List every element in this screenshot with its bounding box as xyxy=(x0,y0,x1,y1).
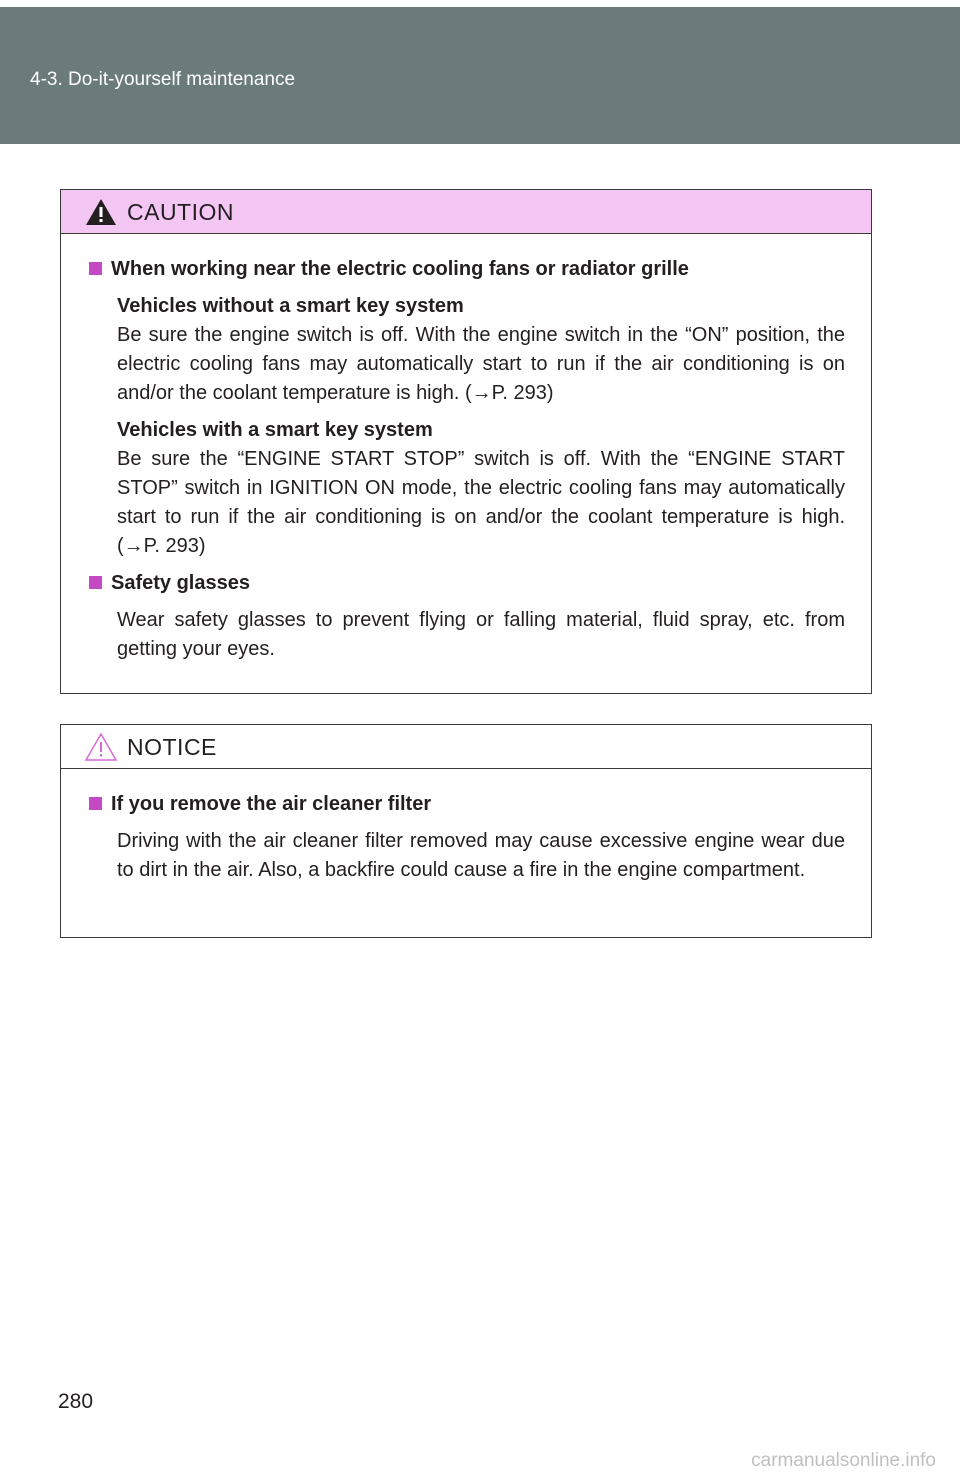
section-title: 4-3. Do-it-yourself maintenance xyxy=(30,69,296,90)
notice-box xyxy=(60,724,872,938)
caution-subtitle: Vehicles with a smart key system xyxy=(117,419,433,441)
bullet-square-icon xyxy=(89,262,102,275)
caution-paragraph xyxy=(89,292,859,408)
caution-item-title: Safety glasses xyxy=(89,569,859,598)
caution-header xyxy=(61,190,871,234)
notice-header xyxy=(61,725,871,769)
bullet-square-icon xyxy=(89,576,102,589)
caution-paragraph xyxy=(89,606,859,664)
watermark: carmanualsonline.info xyxy=(751,1450,936,1471)
caution-subtitle: Vehicles without a smart key system xyxy=(117,295,464,317)
caution-item-title: When working near the electric cooling fans or radiator grille xyxy=(89,255,859,284)
notice-triangle-icon xyxy=(84,732,118,762)
notice-item-title: If you remove the air cleaner filter xyxy=(89,790,859,819)
caution-paragraph xyxy=(89,416,859,561)
notice-paragraph xyxy=(89,827,859,885)
warning-triangle-icon xyxy=(84,197,118,227)
caution-text: Wear safety glasses to prevent flying or falling material, fluid spray, etc. from getting your eyes. xyxy=(117,609,845,660)
caution-text: Be sure the engine switch is off. With the engine switch in the “ON” position, the electric cooling fans may automatically start to run if the air conditioning is on and/or the coolant temperature is high. (→P. 293) xyxy=(117,324,845,404)
caution-label: CAUTION xyxy=(127,199,234,225)
notice-text: Driving with the air cleaner filter removed may cause excessive engine wear due to dirt in the air. Also, a backfire could cause a fire in the engine compartment. xyxy=(117,830,845,881)
notice-body xyxy=(61,769,871,885)
caution-text: Be sure the “ENGINE START STOP” switch is off. With the “ENGINE START STOP” switch in IGNITION ON mode, the electric cooling fans may automatically start to run if the air conditioning is on and/or the coolant temperature is high. (→P. 293) xyxy=(117,448,845,557)
caution-body xyxy=(61,234,871,664)
caution-box xyxy=(60,189,872,694)
header-band xyxy=(0,7,960,144)
notice-label: NOTICE xyxy=(127,734,217,760)
page-number: 280 xyxy=(58,1390,94,1413)
bullet-square-icon xyxy=(89,797,102,810)
